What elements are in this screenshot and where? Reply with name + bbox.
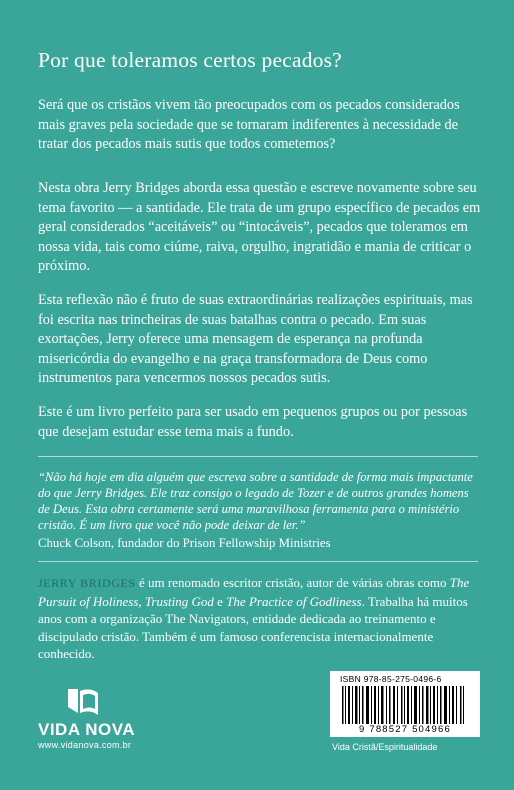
publisher-name: VIDA NOVA <box>38 720 136 739</box>
barcode-digits: 9 788527 504966 <box>334 724 476 735</box>
description-paragraph-1: Será que os cristãos vivem tão preocupados com os pecados considerados mais graves pela sociedade que se tornaram indiferentes à necessidade de tratar dos pecados mais sutis que todos cometemos? <box>38 97 460 152</box>
endorsement-quote: “Não há hoje em dia alguém que escreva sobre a santidade de forma mais impactante do que Jerry Bridges. Ele traz consigo o legado de Tozer e de outros grandes homens de Deus. Esta obra certamente será uma maravilhosa ferramenta para o ministério cristão. É um livro que você não pode deixar de ler.” <box>38 470 473 532</box>
description-paragraph-4: Este é um livro perfeito para ser usado em pequenos grupos ou por pessoas que desejam estudar esse tema mais a fundo. <box>38 404 468 440</box>
publisher-website: www.vidanova.com.br <box>38 740 132 750</box>
back-cover-title: Por que toleramos certos pecados? <box>38 48 342 72</box>
bio-sep-2: e <box>213 593 227 609</box>
quote-divider-top <box>38 456 478 457</box>
bio-rest: . Trabalha há muitos anos com a organização The Navigators, entidade dedicada ao treinamento e discipulado cristão. Também é um famoso conferencista internacionalmente conhecido. <box>38 593 468 661</box>
bio-intro: é um renomado escritor cristão, autor de várias obras como <box>135 575 450 590</box>
bio-sep-1: , <box>138 593 145 609</box>
description-paragraph-3: Esta reflexão não é fruto de suas extraordinárias realizações espirituais, mas foi escrita nas trincheiras de suas batalhas contra o pecado. Em suas exortações, Jerry oferece uma mensagem de esperança na profunda misericórdia do evangelho e na graça transformadora de Deus como instrumentos para vencermos nossos pecados sutis. <box>38 292 473 386</box>
vida-nova-logo-icon <box>66 685 100 717</box>
description-paragraph-2: Nesta obra Jerry Bridges aborda essa questão e escreve novamente sobre seu tema favorito — a santidade. Ele trata de um grupo específico de pecados em geral considerados “aceitáveis” ou “intocáveis”, pecados que toleramos em nossa vida, tais como ciúme, raiva, orgulho, ingratidão e mania de criticar o próximo. <box>38 180 481 274</box>
author-bio <box>38 574 484 663</box>
bio-book-2: Trusting God <box>144 593 214 609</box>
bio-book-3: The Practice of Godliness <box>226 593 362 609</box>
publisher-logo <box>38 685 136 740</box>
endorsement-attribution: Chuck Colson, fundador do Prison Fellowship Ministries <box>38 536 331 550</box>
quote-divider-bottom <box>38 561 478 562</box>
book-category: Vida Cristã/Espiritualidade <box>332 742 438 752</box>
bio-book-1: The Pursuit of Holiness <box>38 575 470 609</box>
isbn-barcode <box>330 671 480 737</box>
isbn-number: ISBN 978-85-275-0496-6 <box>340 674 442 684</box>
author-name: JERRY BRIDGES <box>38 576 136 590</box>
